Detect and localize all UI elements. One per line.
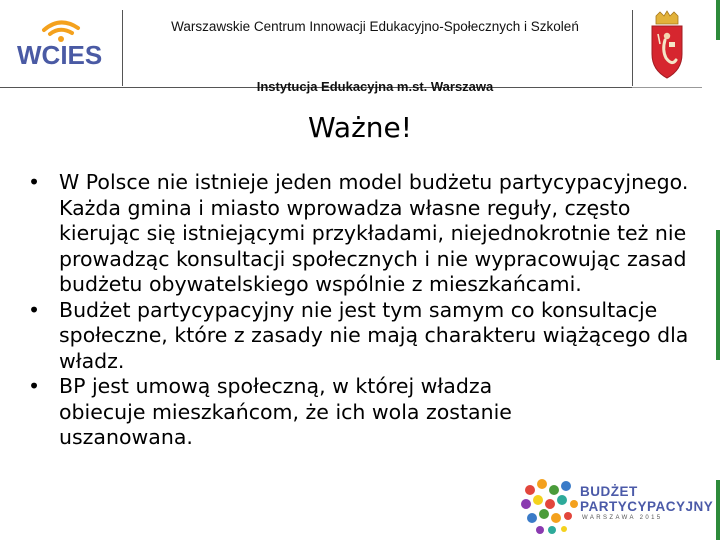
list-item [28,298,708,375]
bullet-text: Budżet partycypacyjny nie jest tym samym co konsultacje społeczne, które z zasady nie mają charakteru wiążącego dla władz. [59,297,689,373]
bullet-text: BP jest umową społeczną, w której władza obiecuje mieszkańcom, że ich wola zostanie uszanowana. [59,374,512,449]
divider [122,10,123,86]
bullet-marker: • [28,297,41,322]
bp-logo-line1: BUDŻET [580,484,638,499]
right-accent-bar [712,0,720,540]
bullet-list [28,170,708,451]
flower-mosaic-icon [521,479,578,534]
wcies-logo-text: WCIES [17,40,103,70]
bullet-marker: • [28,170,41,194]
list-item [28,374,708,451]
bullet-text: W Polsce nie istnieje jeden model budżetu partycypacyjnego. Każda gmina i miasto wprowadza własne reguły, często kierując się istniejącymi przykładami, niejednokrotnie też nie prowadząc konsultacji społecznych i nie wypracowując zasad budżetu obywatelskiego wspólnie z mieszkańcami. [59,170,689,296]
header [0,0,720,100]
org-name: Warszawskie Centrum Innowacji Edukacyjno-Społecznych i Szkoleń [171,19,579,34]
slide-title: Ważne! [308,111,412,144]
bp-logo-title [580,484,713,514]
bullet-marker: • [28,374,41,398]
org-subtitle: Instytucja Edukacyjna m.st. Warszawa [256,79,494,94]
bp-logo-subtitle: WARSZAWA 2015 [582,515,663,521]
divider [632,10,633,86]
list-item [28,170,708,298]
bp-logo-line2: PARTYCYPACYJNY [580,499,714,514]
header-rule [632,87,702,88]
wcies-logo [16,14,112,70]
warsaw-crest-icon [646,10,688,80]
